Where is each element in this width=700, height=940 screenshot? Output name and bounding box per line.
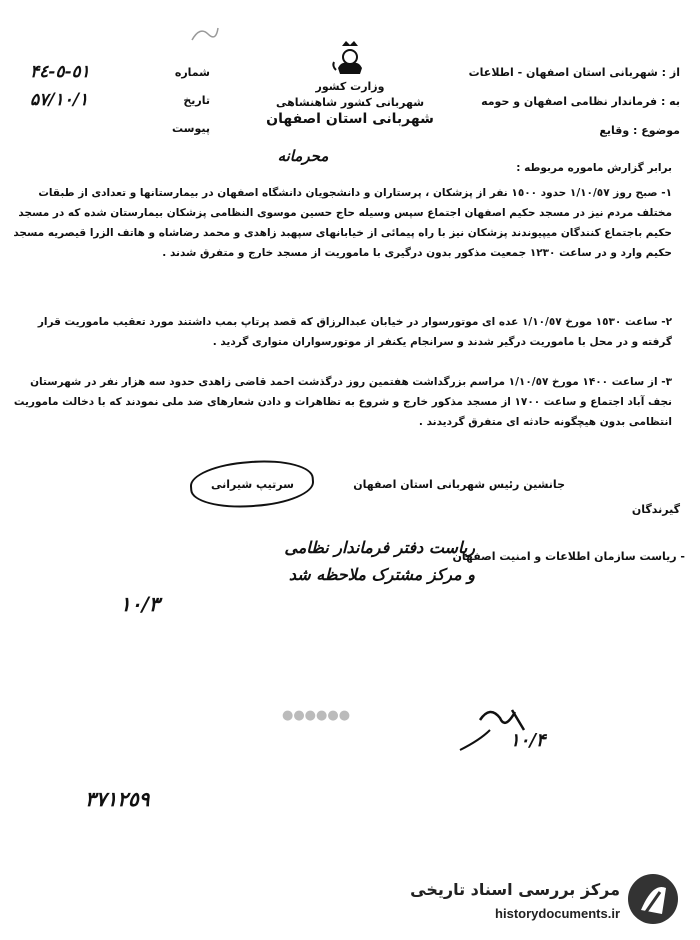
signatory-title: جانشین رئیس شهربانی استان اصفهان <box>353 478 565 491</box>
handwritten-initials <box>420 700 580 770</box>
intro-line: برابر گزارش ماموره مربوطه : <box>516 162 672 174</box>
signatory-name: سرتیپ شیرانی <box>211 478 294 491</box>
attachment-row <box>20 122 210 140</box>
number-value: ٥١-٥-۴٤ <box>30 62 90 82</box>
handwritten-note-line-1: ریاست دفتر فرماندار نظامی <box>284 538 475 557</box>
subject-line: موضوع : وقایع <box>599 124 680 137</box>
pen-scratch-mark <box>190 24 220 44</box>
office-name: شهربانی استان اصفهان <box>266 111 434 127</box>
watermark-url: historydocuments.ir <box>495 906 620 921</box>
recipient-item: - ریاست سازمان اطلاعات و امنیت اصفهان <box>452 550 685 563</box>
ministry-name: وزارت کشور <box>315 80 385 93</box>
number-label: شماره <box>174 66 210 79</box>
date-value: ۵٧/١٠/١ <box>30 90 89 110</box>
from-line: از : شهربانی استان اصفهان - اطلاعات <box>468 66 680 79</box>
paragraph-3: ٣- از ساعت ١۴٠٠ مورخ ١/١٠/٥٧ مراسم بزرگداشت هفتمین روز درگذشت احمد قاضی زاهدی حدود سه هزار نفر در شهرستان نجف آباد اجتماع و ساعت ١٧٠٠ از مسجد مذکور خارج و شروع به تظاهرات و دادن شعارهای ضد ملی نمودند که با دخالت ماموریت انتظامی بدون هیچگونه حادثه ای متفرق گردیدند . <box>13 376 672 428</box>
handwritten-note-line-2: و مرکز مشترک ملاحظه شد <box>288 565 475 584</box>
archive-logo-icon <box>626 872 680 926</box>
archive-number: ۳۷١٢٥٩ <box>85 787 150 811</box>
paragraph-2: ٢- ساعت ١٥٣٠ مورخ ١/١٠/٥٧ عده ای موتورسوار در خیابان عبدالرزاق که قصد پرتاپ بمب داشتند مورد تعقیب ماموریت قرار گرفته و در محل با ماموریت درگیر شدند و سرانجام یکنفر از موتورسواران متواری گردید . <box>37 316 672 348</box>
number-row <box>20 62 210 84</box>
paragraph-1: ١- صبح روز ١/١٠/٥٧ حدود ١٥٠٠ نفر از پزشکان ، پرستاران و دانشجویان دانشگاه اصفهان در بیمارستانها و تعدادی از طبقات مختلف مردم نیز در مسجد حکیم اصفهان اجتماع سپس وسیله حاج حسین موسوی النظامی پزشکان بیمارستان شده که در مسجد حکیم باجتماع کنندگان میپیوندند پزشکان نیز با راه پیمائی از خیابانهای سپهبد زاهدی و محمد رضاشاه و هاتف الزرا قیصریه مسجد حکیم وارد و در ساعت ١٢٣٠ جمعیت مذکور بدون درگیری با ماموریت از مسجد خارج و متفرق شدند . <box>13 187 672 259</box>
classification-label: محرمانه <box>277 147 329 165</box>
recipients-label: گیرندگان <box>631 503 680 516</box>
date-row <box>20 90 210 112</box>
date-label: تاریخ <box>183 94 210 107</box>
faint-stamp-mark: ●●●●●● <box>282 708 351 723</box>
corner-date: ١٠/۴ <box>510 730 546 751</box>
to-line: به : فرماندار نظامی اصفهان و حومه <box>481 95 680 108</box>
attachment-label: پیوست <box>172 122 210 135</box>
lion-and-sun-emblem-icon <box>330 40 370 78</box>
handwritten-note-date: ١٠/٣ <box>120 592 160 616</box>
watermark-title: مرکز بررسی اسناد تاریخی <box>410 880 620 899</box>
police-name: شهربانی کشور شاهنشاهی <box>275 96 425 109</box>
